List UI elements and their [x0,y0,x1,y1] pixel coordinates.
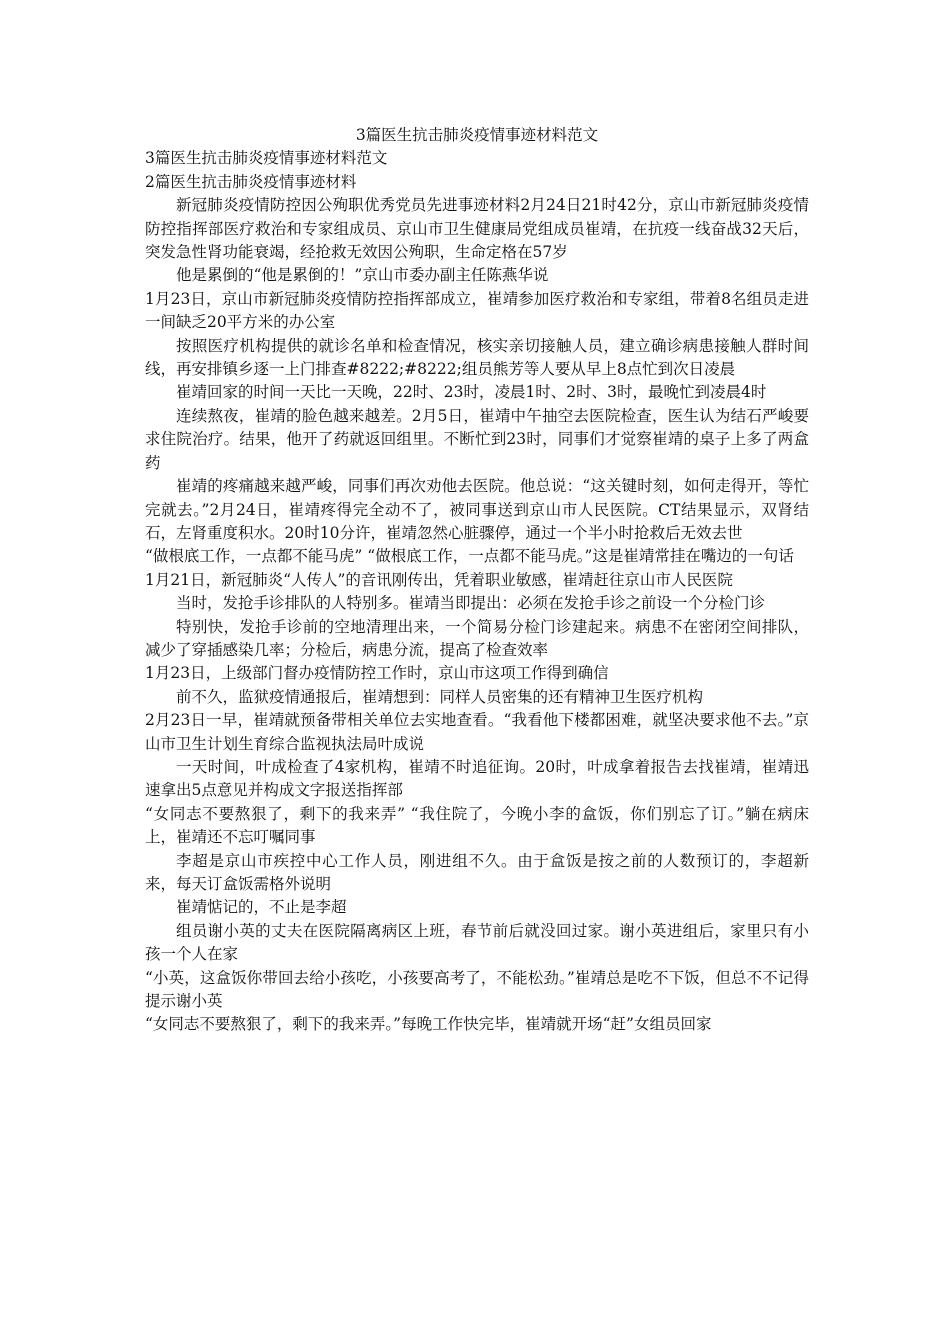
document-paragraph: 新冠肺炎疫情防控因公殉职优秀党员先进事迹材料2月24日21时42分，京山市新冠肺炎疫情防控指挥部医疗救治和专家组成员、京山市卫生健康局党组成员崔靖，在抗疫一线奋战32天后，突发急性肾功能衰竭，经抢救无效因公殉职，生命定格在57岁 [145,196,809,262]
document-paragraph: 崔靖惦记的，不止是李超 [176,898,347,917]
document-paragraph: 崔靖回家的时间一天比一天晚，22时、23时，凌晨1时、2时、3时，最晚忙到凌晨4时 [176,383,767,402]
document-paragraph: “做根底工作，一点都不能马虎” “做根底工作，一点都不能马虎。”这是崔靖常挂在嘴边的一句话 [145,547,794,566]
document-paragraph: 前不久，监狱疫情通报后，崔靖想到：同样人员密集的还有精神卫生医疗机构 [176,687,704,706]
document-paragraph: 当时，发抢手诊排队的人特别多。崔靖当即提出：必须在发抢手诊之前设一个分检门诊 [176,594,766,613]
document-paragraph: 2篇医生抗击肺炎疫情事迹材料 [145,172,357,191]
document-paragraph: 李超是京山市疾控中心工作人员，刚进组不久。由于盒饭是按之前的人数预订的，李超新来，每天订盒饭需格外说明 [145,851,809,893]
document-paragraph: 按照医疗机构提供的就诊名单和检查情况，核实亲切接触人员，建立确诊病患接触人群时间线，再安排镇乡逐一上门排查#8222;#8222;组员熊芳等人要从早上8点忙到次日凌晨 [145,336,809,379]
document-paragraph: 1月21日，新冠肺炎“人传人”的音讯刚传出，凭着职业敏感，崔靖赶往京山市人民医院 [145,570,733,589]
document-page [145,124,809,1037]
document-title: 3篇医生抗击肺炎疫情事迹材料范文 [355,126,599,144]
document-paragraph: 特别快，发抢手诊前的空地清理出来，一个简易分检门诊建起来。病患不在密闭空间排队，减少了穿插感染几率；分检后，病患分流，提高了检查效率 [145,617,809,659]
document-paragraph: 崔靖的疼痛越来越严峻，同事们再次劝他去医院。他总说：“这关键时刻，如何走得开，等忙完就去。”2月24日，崔靖疼得完全动不了，被同事送到京山市人民医院。CT结果显示，双肾结石，左肾重度积水。20时10分许，崔靖忽然心脏骤停，通过一个半小时抢救后无效去世 [145,477,809,542]
document-paragraph: “女同志不要熬狠了，剩下的我来弄。”每晚工作快完毕，崔靖就开场“赶”女组员回家 [145,1015,712,1034]
document-paragraph: “小英，这盒饭你带回去给小孩吃，小孩要高考了，不能松劲。”崔靖总是吃不下饭，但总不不记得提示谢小英 [145,968,809,1011]
document-paragraph: 一天时间，叶成检查了4家机构，崔靖不时追征询。20时，叶成拿着报告去找崔靖，崔靖迅速拿出5点意见并构成文字报送指挥部 [145,757,809,800]
document-paragraph: “女同志不要熬狠了，剩下的我来弄” “我住院了，今晚小李的盒饭，你们别忘了订。”躺在病床上，崔靖还不忘叮嘱同事 [145,804,809,847]
document-paragraph: 1月23日，京山市新冠肺炎疫情防控指挥部成立，崔靖参加医疗救治和专家组，带着8名组员走进一间缺乏20平方米的办公室 [145,289,809,332]
document-paragraph: 连续熬夜，崔靖的脸色越来越差。2月5日，崔靖中午抽空去医院检查，医生认为结石严峻要求住院治疗。结果，他开了药就返回组里。不断忙到23时，同事们才觉察崔靖的桌子上多了两盒药 [145,406,809,472]
document-paragraph: 1月23日，上级部门督办疫情防控工作时，京山市这项工作得到确信 [145,664,609,683]
document-paragraph: 组员谢小英的丈夫在医院隔离病区上班，春节前后就没回过家。谢小英进组后，家里只有小孩一个人在家 [145,921,809,964]
document-paragraph: 他是累倒的“他是累倒的！”京山市委办副主任陈燕华说 [176,266,549,285]
document-body [145,147,809,1036]
document-paragraph: 3篇医生抗击肺炎疫情事迹材料范文 [145,149,388,168]
document-paragraph: 2月23日一早，崔靖就预备带相关单位去实地查看。“我看他下楼都困难，就坚决要求他不去。”京山市卫生计划生育综合监视执法局叶成说 [145,711,809,753]
